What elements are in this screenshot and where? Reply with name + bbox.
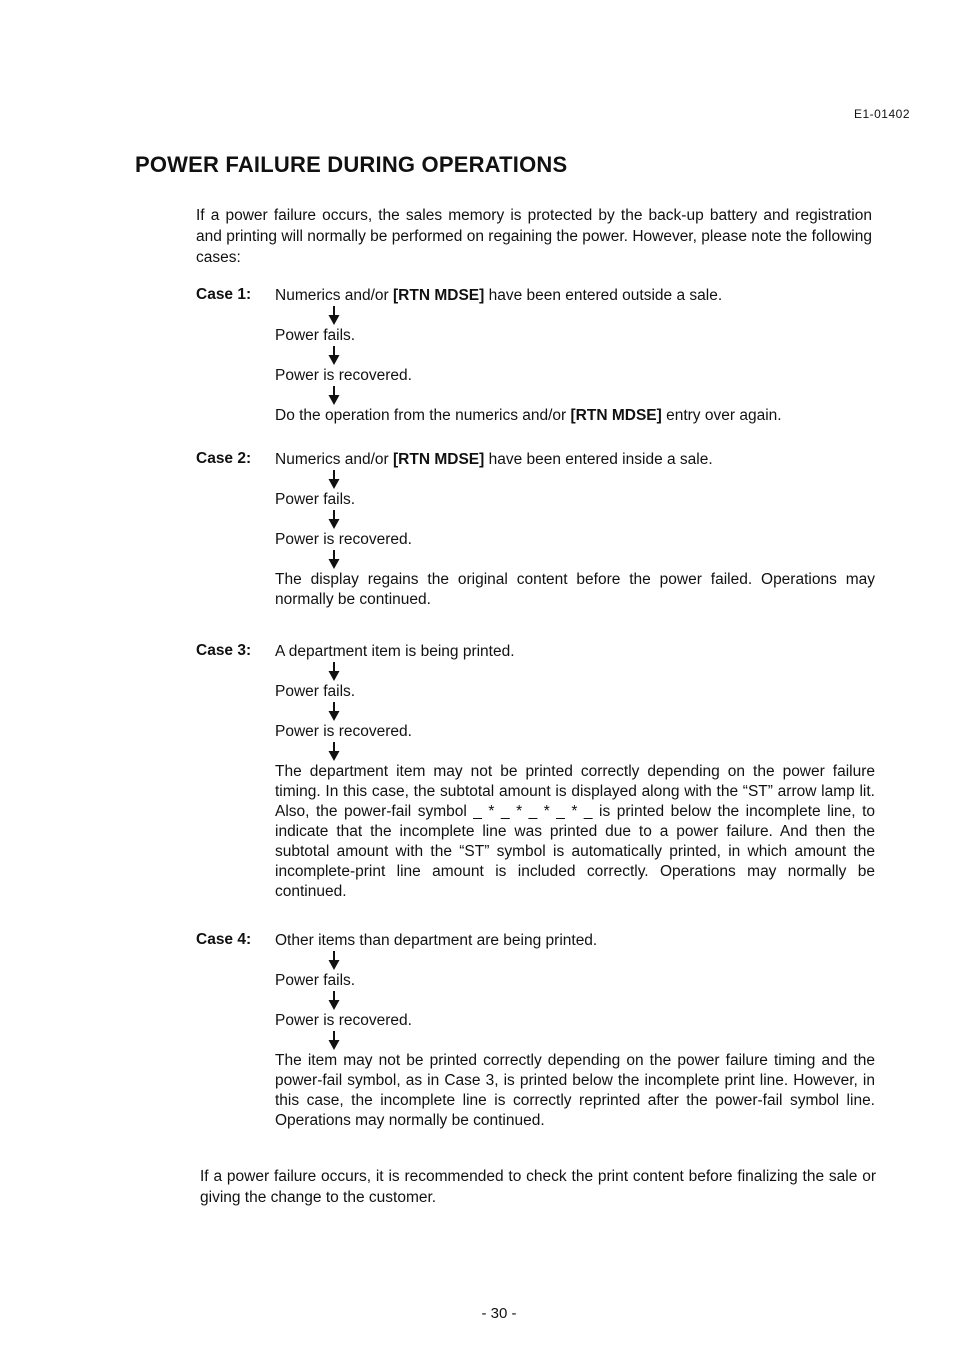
case-2-step-1-text: Numerics and/or (275, 451, 394, 468)
page-number: - 30 - (481, 1305, 517, 1322)
down-arrow-icon (327, 702, 341, 722)
down-arrow-icon (327, 951, 341, 971)
case-3-body (275, 642, 875, 902)
rtn-mdse-key-label: [RTN MDSE] (393, 287, 485, 304)
case-1-result (275, 406, 875, 426)
down-arrow-icon (327, 550, 341, 570)
down-arrow-icon (327, 510, 341, 530)
down-arrow-icon (327, 662, 341, 682)
case-2-label: Case 2: (196, 450, 252, 467)
down-arrow-icon (327, 991, 341, 1011)
case-4-step-3: Power is recovered. (275, 1012, 412, 1029)
down-arrow-icon (327, 470, 341, 490)
case-2-step-3: Power is recovered. (275, 531, 412, 548)
case-3-label: Case 3: (196, 642, 252, 659)
case-2-step-1 (275, 450, 875, 470)
case-1-step-2: Power fails. (275, 327, 356, 344)
case-2-step-2: Power fails. (275, 491, 356, 508)
rtn-mdse-key-label: [RTN MDSE] (570, 407, 662, 424)
down-arrow-icon (327, 306, 341, 326)
case-4-label: Case 4: (196, 931, 252, 948)
case-1-body (275, 286, 875, 426)
case-3-result: The department item may not be printed correctly depending on the power failure timing. In this case, the subtotal amount is displayed along with the “ST” arrow lamp lit. Also, the power-fail symbol _ * _ * _ * _ * _ is printed below the incomplete line, to indicate that the incomplete line was printed due to a power failure. And then the subtotal amount with the “ST” symbol is automatically printed, in which amount the incomplete-print line amount is included correctly. Operations may normally be continued. (275, 763, 875, 900)
case-1-label: Case 1: (196, 286, 252, 303)
case-2-result: The display regains the original content before the power failed. Operations may normally be continued. (275, 571, 875, 608)
case-2-step-1-text-end: have been entered inside a sale. (484, 451, 713, 468)
down-arrow-icon (327, 742, 341, 762)
case-4-result: The item may not be printed correctly depending on the power failure timing and the power-fail symbol, as in Case 3, is printed below the incomplete print line. However, in this case, the incomplete line is correctly reprinted after the power-fail symbol line. Operations may normally be continued. (275, 1052, 875, 1129)
down-arrow-icon (327, 386, 341, 406)
case-3-step-2: Power fails. (275, 683, 356, 700)
rtn-mdse-key-label: [RTN MDSE] (393, 451, 485, 468)
case-2-body (275, 450, 875, 610)
closing-paragraph: If a power failure occurs, it is recommended to check the print content before finalizing the sale or giving the change to the customer. (200, 1168, 876, 1206)
case-4-body (275, 931, 875, 1131)
case-1-step-1 (275, 286, 875, 306)
case-1-result-text-end: entry over again. (661, 407, 782, 424)
down-arrow-icon (327, 1031, 341, 1051)
case-1-step-3: Power is recovered. (275, 367, 412, 384)
case-1-step-1-text-end: have been entered outside a sale. (484, 287, 723, 304)
case-1-result-text: Do the operation from the numerics and/or (275, 407, 571, 424)
down-arrow-icon (327, 346, 341, 366)
case-3-step-3: Power is recovered. (275, 723, 412, 740)
case-4-step-1: Other items than department are being printed. (275, 932, 598, 949)
case-3-step-1: A department item is being printed. (275, 643, 515, 660)
document-code: E1-01402 (853, 107, 910, 121)
case-4-step-2: Power fails. (275, 972, 356, 989)
intro-paragraph: If a power failure occurs, the sales memory is protected by the back-up battery and registration and printing will normally be performed on regaining the power. However, please note the following cases: (196, 207, 872, 266)
case-1-step-1-text: Numerics and/or (275, 287, 394, 304)
page-title: POWER FAILURE DURING OPERATIONS (135, 152, 568, 177)
